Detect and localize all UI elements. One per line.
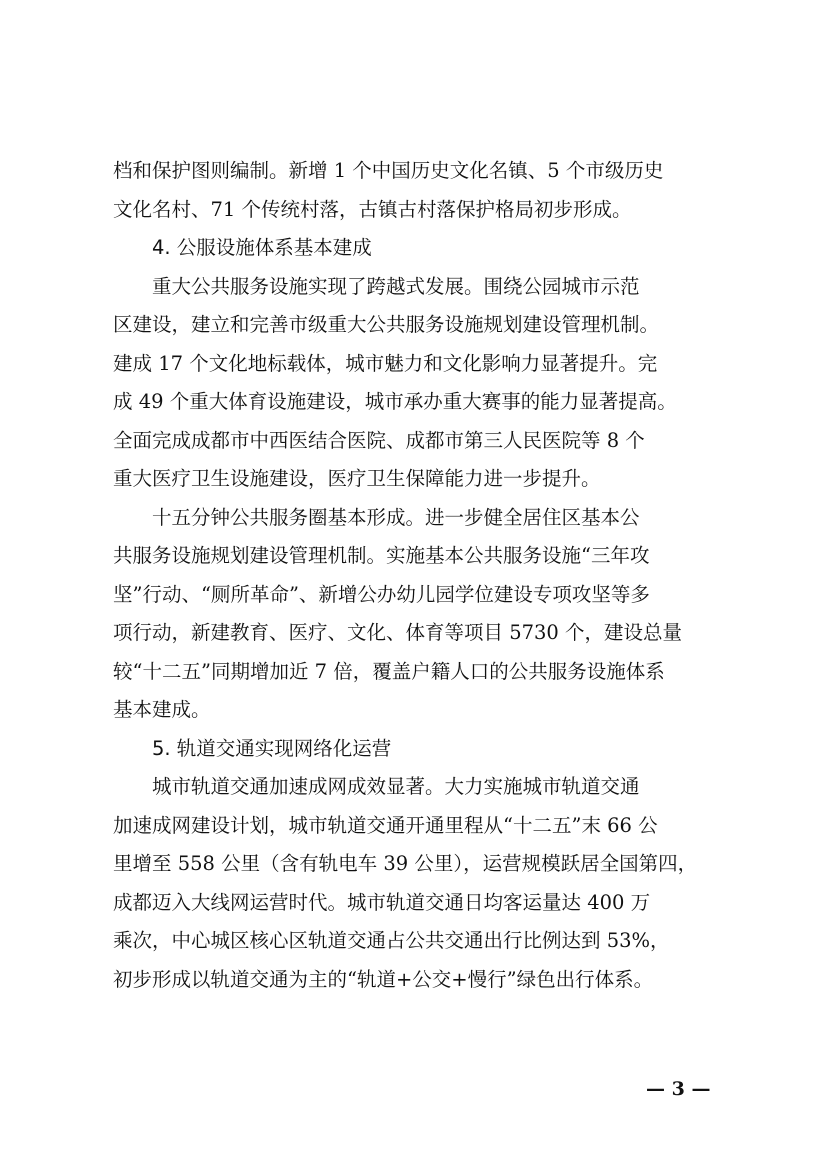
paragraph-line: 成 49 个重大体育设施建设，城市承办重大赛事的能力显著提高。 bbox=[113, 390, 677, 413]
paragraph-line: 初步形成以轨道交通为主的“轨道+公交+慢行”绿色出行体系。 bbox=[113, 967, 654, 991]
body-text bbox=[113, 152, 713, 999]
paragraph-line: 全面完成成都市中西医结合医院、成都市第三人民医院等 8 个 bbox=[113, 428, 645, 452]
paragraph-line: 加速成网建设计划，城市轨道交通开通里程从“十二五”末 66 公 bbox=[113, 813, 658, 837]
paragraph-line: 共服务设施规划建设管理机制。实施基本公共服务设施“三年攻 bbox=[113, 544, 650, 567]
paragraph-line: 重大公共服务设施实现了跨越式发展。围绕公园城市示范 bbox=[152, 274, 640, 298]
section-heading-5: 5. 轨道交通实现网络化运营 bbox=[152, 736, 392, 760]
paragraph-line: 成都迈入大线网运营时代。城市轨道交通日均客运量达 400 万 bbox=[113, 890, 651, 914]
paragraph-line: 城市轨道交通加速成网成效显著。大力实施城市轨道交通 bbox=[152, 775, 640, 798]
paragraph-line: 较“十二五”同期增加近 7 倍，覆盖户籍人口的公共服务设施体系 bbox=[113, 659, 665, 683]
paragraph-line: 重大医疗卫生设施建设，医疗卫生保障能力进一步提升。 bbox=[113, 467, 601, 490]
paragraph-line: 项行动，新建教育、医疗、文化、体育等项目 5730 个，建设总量 bbox=[113, 621, 683, 644]
paragraph-line: 坚”行动、“厕所革命”、新增公办幼儿园学位建设专项攻坚等多 bbox=[113, 582, 650, 606]
paragraph-line: 乘次，中心城区核心区轨道交通占公共交通出行比例达到 53%， bbox=[113, 929, 670, 952]
section-heading-4: 4. 公服设施体系基本建成 bbox=[152, 236, 372, 259]
paragraph-line: 里增至 558 公里（含有轨电车 39 公里），运营规模跃居全国第四， bbox=[113, 852, 698, 875]
paragraph-line: 档和保护图则编制。新增 1 个中国历史文化名镇、5 个市级历史 bbox=[113, 159, 664, 182]
paragraph-line: 文化名村、71 个传统村落，古镇古村落保护格局初步形成。 bbox=[113, 197, 632, 221]
paragraph-line: 十五分钟公共服务圈基本形成。进一步健全居住区基本公 bbox=[152, 505, 640, 529]
paragraph-line: 建成 17 个文化地标载体，城市魅力和文化影响力显著提升。完 bbox=[113, 351, 658, 375]
paragraph-line: 区建设，建立和完善市级重大公共服务设施规划建设管理机制。 bbox=[113, 313, 660, 336]
page-number: — 3 — bbox=[646, 1078, 711, 1100]
paragraph-line: 基本建成。 bbox=[113, 698, 211, 721]
